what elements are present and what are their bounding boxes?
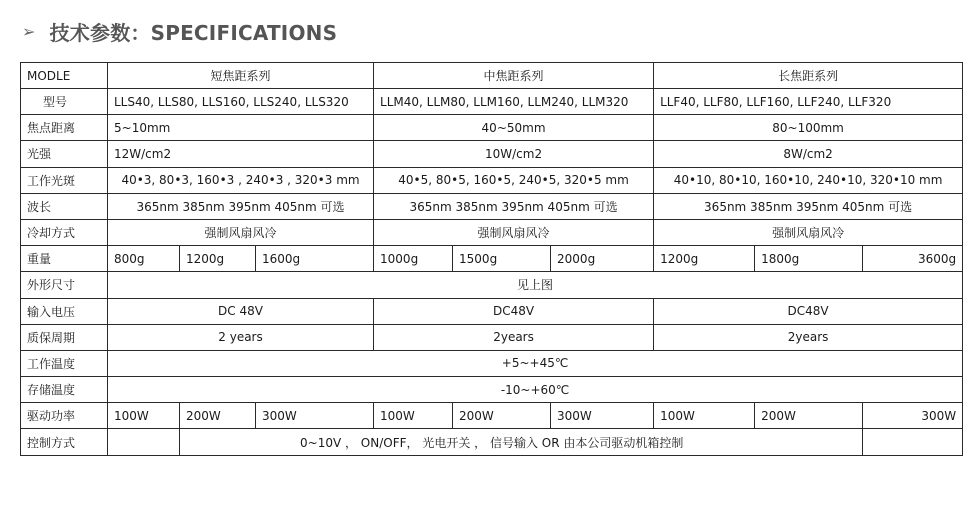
table-cell: 3600g [863,246,963,272]
table-cell: 365nm 385nm 395nm 405nm 可选 [108,193,374,219]
series-short-header: 短焦距系列 [108,63,374,89]
row-label: 质保周期 [21,324,108,350]
table-cell: 见上图 [108,272,963,298]
table-cell: 0~10V ， ON/OFF， 光电开关 ， 信号输入 OR 由本公司驱动机箱控制 [180,429,863,455]
table-row [21,115,963,141]
table-cell: -10~+60℃ [108,377,963,403]
table-cell: 40•3, 80•3, 160•3 , 240•3 , 320•3 mm [108,167,374,193]
arrow-icon: ➢ [22,21,36,41]
row-label: 重量 [21,246,108,272]
table-cell: 300W [551,403,654,429]
table-row [21,219,963,245]
row-label: 控制方式 [21,429,108,455]
row-label: 型号 [21,89,108,115]
row-label: 光强 [21,141,108,167]
table-row [21,377,963,403]
table-cell: 40•5, 80•5, 160•5, 240•5, 320•5 mm [374,167,654,193]
table-row [21,350,963,376]
table-cell: 100W [654,403,755,429]
table-row [21,324,963,350]
table-cell: 80~100mm [654,115,963,141]
table-row [21,403,963,429]
table-cell-empty [108,429,180,455]
table-cell: 5~10mm [108,115,374,141]
table-row [21,89,963,115]
table-cell: LLF40, LLF80, LLF160, LLF240, LLF320 [654,89,963,115]
table-cell: 300W [256,403,374,429]
table-cell: 1500g [453,246,551,272]
table-row [21,298,963,324]
table-cell: +5~+45℃ [108,350,963,376]
row-label: 输入电压 [21,298,108,324]
row-label: 驱动功率 [21,403,108,429]
table-cell: 2years [654,324,963,350]
table-cell-empty [863,429,963,455]
table-cell: 1800g [755,246,863,272]
table-row [21,272,963,298]
table-row [21,429,963,455]
table-cell: 365nm 385nm 395nm 405nm 可选 [654,193,963,219]
table-cell: 365nm 385nm 395nm 405nm 可选 [374,193,654,219]
row-label: 工作温度 [21,350,108,376]
table-cell: 12W/cm2 [108,141,374,167]
table-cell: 1200g [180,246,256,272]
row-label: 焦点距离 [21,115,108,141]
table-row [21,246,963,272]
table-cell: 1600g [256,246,374,272]
table-cell: 2 years [108,324,374,350]
table-cell: 1000g [374,246,453,272]
series-long-header: 长焦距系列 [654,63,963,89]
row-label: MODLE [21,63,108,89]
table-cell: 300W [863,403,963,429]
table-row [21,167,963,193]
table-cell: 强制风扇风冷 [654,219,963,245]
table-cell: 强制风扇风冷 [108,219,374,245]
table-cell: 1200g [654,246,755,272]
table-row [21,141,963,167]
table-cell: 200W [755,403,863,429]
section-title: 技术参数：SPECIFICATIONS [49,20,338,45]
row-label: 存储温度 [21,377,108,403]
table-cell: 10W/cm2 [374,141,654,167]
section-heading [22,18,337,44]
table-cell: 8W/cm2 [654,141,963,167]
table-cell: 200W [180,403,256,429]
row-label: 波长 [21,193,108,219]
table-cell: LLS40, LLS80, LLS160, LLS240, LLS320 [108,89,374,115]
table-cell: 40•10, 80•10, 160•10, 240•10, 320•10 mm [654,167,963,193]
series-mid-header: 中焦距系列 [374,63,654,89]
row-label: 外形尺寸 [21,272,108,298]
table-cell: 强制风扇风冷 [374,219,654,245]
row-label: 冷却方式 [21,219,108,245]
table-cell: DC 48V [108,298,374,324]
table-cell: DC48V [374,298,654,324]
table-cell: 40~50mm [374,115,654,141]
table-row [21,193,963,219]
table-cell: 2years [374,324,654,350]
table-cell: DC48V [654,298,963,324]
table-cell: 200W [453,403,551,429]
table-row [21,63,963,89]
table-cell: 100W [108,403,180,429]
row-label: 工作光斑 [21,167,108,193]
table-cell: LLM40, LLM80, LLM160, LLM240, LLM320 [374,89,654,115]
spec-table [20,62,963,456]
table-cell: 2000g [551,246,654,272]
table-cell: 100W [374,403,453,429]
table-cell: 800g [108,246,180,272]
